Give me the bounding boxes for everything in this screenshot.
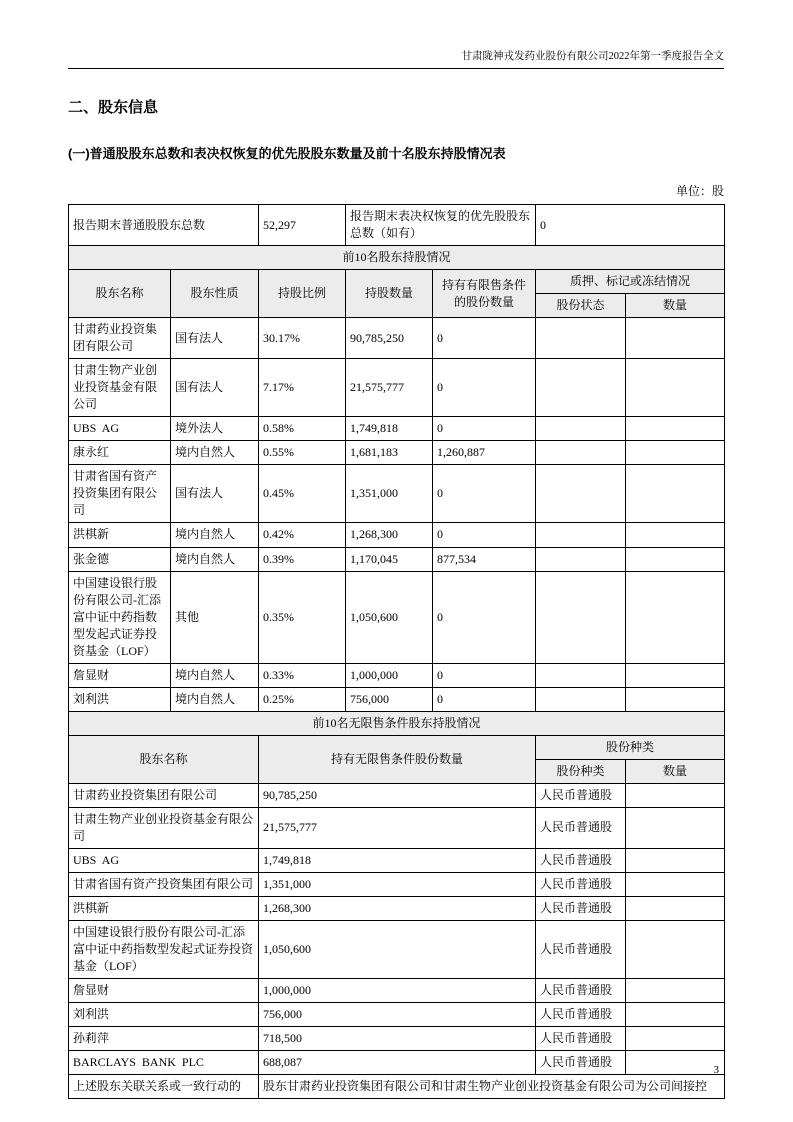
cell-restricted-shares: 0	[433, 359, 536, 417]
header-shareholder-nature: 股东性质	[171, 270, 259, 318]
cell-holding-ratio: 0.35%	[259, 571, 346, 663]
cell-pledge-qty	[626, 465, 725, 523]
cell-pledge-status	[536, 417, 626, 441]
cell-shareholder-nature: 境外法人	[171, 417, 259, 441]
table-row	[69, 465, 725, 523]
cell-share-class: 人民币普通股	[536, 979, 626, 1003]
header2-shareholder-name: 股东名称	[69, 735, 259, 783]
cell-shareholder-name: 甘肃药业投资集团有限公司	[69, 318, 171, 359]
cell-pledge-qty	[626, 547, 725, 571]
cell-share-class: 人民币普通股	[536, 921, 626, 979]
cell-shareholder-nature: 其他	[171, 571, 259, 663]
table-row	[69, 807, 725, 848]
cell-share-class: 人民币普通股	[536, 1027, 626, 1051]
cell-share-qty	[626, 921, 725, 979]
cell-holding-ratio: 0.58%	[259, 417, 346, 441]
cell-pledge-status	[536, 318, 626, 359]
cell-shareholder-nature: 国有法人	[171, 359, 259, 417]
table-row	[69, 979, 725, 1003]
table-row	[69, 441, 725, 465]
cell-holding-shares: 1,681,183	[346, 441, 433, 465]
cell-unrestricted-shares: 718,500	[259, 1027, 536, 1051]
section-title: 二、股东信息	[68, 99, 159, 116]
cell-holding-ratio: 0.33%	[259, 663, 346, 687]
cell-holding-shares: 1,050,600	[346, 571, 433, 663]
header-holding-shares: 持股数量	[346, 270, 433, 318]
table-header-row	[69, 735, 725, 759]
header-holding-ratio: 持股比例	[259, 270, 346, 318]
cell-shareholder-name: 洪棋新	[69, 523, 171, 547]
cell-unrestricted-shares: 21,575,777	[259, 807, 536, 848]
cell-shareholder-name: 甘肃药业投资集团有限公司	[69, 783, 259, 807]
table-row	[69, 687, 725, 711]
cell-share-qty	[626, 872, 725, 896]
cell-restricted-shares: 0	[433, 417, 536, 441]
cell-pledge-status	[536, 663, 626, 687]
cell-restricted-shares: 1,260,887	[433, 441, 536, 465]
cell-pledge-qty	[626, 571, 725, 663]
cell-pledge-status	[536, 547, 626, 571]
cell-shareholder-name: 刘利洪	[69, 1003, 259, 1027]
header-shareholder-name: 股东名称	[69, 270, 171, 318]
header-pledge-qty: 数量	[626, 294, 725, 318]
cell-holding-shares: 1,170,045	[346, 547, 433, 571]
cell-holding-ratio: 0.39%	[259, 547, 346, 571]
cell-restricted-shares: 0	[433, 318, 536, 359]
page-number: 3	[713, 1064, 719, 1076]
cell-pledge-status	[536, 465, 626, 523]
section2-band-title: 前10名无限售条件股东持股情况	[69, 711, 725, 735]
table-footer-row	[69, 1075, 725, 1099]
cell-restricted-shares: 0	[433, 523, 536, 547]
cell-restricted-shares: 0	[433, 571, 536, 663]
cell-unrestricted-shares: 1,749,818	[259, 848, 536, 872]
cell-holding-shares: 1,351,000	[346, 465, 433, 523]
header2-unrestricted-shares: 持有无限售条件股份数量	[259, 735, 536, 783]
cell-shareholder-nature: 境内自然人	[171, 523, 259, 547]
cell-holding-shares: 21,575,777	[346, 359, 433, 417]
cell-holding-ratio: 0.42%	[259, 523, 346, 547]
table-row	[69, 663, 725, 687]
cell-shareholder-name: 詹显财	[69, 663, 171, 687]
header-pledge-group: 质押、标记或冻结情况	[536, 270, 725, 294]
cell-shareholder-name: 洪棋新	[69, 897, 259, 921]
cell-preferred-shareholders-label: 报告期末表决权恢复的优先股股东总数（如有）	[346, 205, 536, 246]
cell-holding-ratio: 30.17%	[259, 318, 346, 359]
cell-share-qty	[626, 1051, 725, 1075]
cell-pledge-status	[536, 523, 626, 547]
table-row	[69, 571, 725, 663]
cell-restricted-shares: 877,534	[433, 547, 536, 571]
cell-shareholder-name: 甘肃省国有资产投资集团有限公司	[69, 872, 259, 896]
shareholders-table	[68, 204, 725, 1099]
table-section-row	[69, 246, 725, 270]
cell-share-qty	[626, 979, 725, 1003]
cell-shareholder-nature: 国有法人	[171, 465, 259, 523]
cell-holding-shares: 1,268,300	[346, 523, 433, 547]
cell-shareholder-name: 甘肃生物产业创业投资基金有限公司	[69, 359, 171, 417]
cell-share-class: 人民币普通股	[536, 783, 626, 807]
cell-holding-shares: 756,000	[346, 687, 433, 711]
cell-shareholder-name: 中国建设银行股份有限公司-汇添富中证中药指数型发起式证券投资基金（LOF）	[69, 571, 171, 663]
running-header-text: 甘肃陇神戎发药业股份有限公司2022年第一季度报告全文	[461, 51, 724, 62]
header-restricted-shares: 持有有限售条件的股份数量	[433, 270, 536, 318]
header2-qty: 数量	[626, 759, 725, 783]
cell-restricted-shares: 0	[433, 687, 536, 711]
cell-share-qty	[626, 848, 725, 872]
page-content	[68, 90, 724, 1099]
section-subtitle: (一)普通股股东总数和表决权恢复的优先股股东数量及前十名股东持股情况表	[68, 146, 506, 161]
cell-related-party-text: 股东甘肃药业投资集团有限公司和甘肃生物产业创业投资基金有限公司为公司间接控	[259, 1075, 725, 1099]
cell-share-qty	[626, 897, 725, 921]
summary-row	[69, 205, 725, 246]
cell-share-class: 人民币普通股	[536, 848, 626, 872]
header2-share-class-group: 股份种类	[536, 735, 725, 759]
table-row	[69, 359, 725, 417]
cell-pledge-status	[536, 571, 626, 663]
cell-unrestricted-shares: 756,000	[259, 1003, 536, 1027]
cell-pledge-status	[536, 441, 626, 465]
cell-unrestricted-shares: 688,087	[259, 1051, 536, 1075]
cell-shareholder-nature: 境内自然人	[171, 663, 259, 687]
cell-share-qty	[626, 1027, 725, 1051]
table-row	[69, 547, 725, 571]
table-row	[69, 523, 725, 547]
cell-share-class: 人民币普通股	[536, 807, 626, 848]
cell-holding-shares: 1,749,818	[346, 417, 433, 441]
cell-shareholder-name: 孙莉萍	[69, 1027, 259, 1051]
cell-shareholder-name: UBS AG	[69, 848, 259, 872]
cell-shareholder-nature: 国有法人	[171, 318, 259, 359]
table-row	[69, 783, 725, 807]
cell-pledge-qty	[626, 687, 725, 711]
table-row	[69, 1051, 725, 1075]
cell-restricted-shares: 0	[433, 663, 536, 687]
cell-shareholder-name: 张金德	[69, 547, 171, 571]
cell-share-class: 人民币普通股	[536, 1051, 626, 1075]
cell-total-common-shareholders-value: 52,297	[259, 205, 346, 246]
cell-unrestricted-shares: 90,785,250	[259, 783, 536, 807]
cell-unrestricted-shares: 1,268,300	[259, 897, 536, 921]
cell-preferred-shareholders-value: 0	[536, 205, 725, 246]
section1-band-title: 前10名股东持股情况	[69, 246, 725, 270]
cell-holding-shares: 90,785,250	[346, 318, 433, 359]
cell-shareholder-name: 康永红	[69, 441, 171, 465]
table-row	[69, 872, 725, 896]
cell-holding-shares: 1,000,000	[346, 663, 433, 687]
header2-share-class: 股份种类	[536, 759, 626, 783]
cell-related-party-label: 上述股东关联关系或一致行动的	[69, 1075, 259, 1099]
table-row	[69, 897, 725, 921]
cell-shareholder-name: UBS AG	[69, 417, 171, 441]
cell-total-common-shareholders-label: 报告期末普通股股东总数	[69, 205, 259, 246]
cell-pledge-status	[536, 687, 626, 711]
cell-share-qty	[626, 783, 725, 807]
unit-label: 单位：股	[675, 184, 724, 198]
cell-holding-ratio: 0.45%	[259, 465, 346, 523]
cell-pledge-qty	[626, 318, 725, 359]
cell-unrestricted-shares: 1,000,000	[259, 979, 536, 1003]
cell-pledge-qty	[626, 523, 725, 547]
cell-shareholder-name: 詹显财	[69, 979, 259, 1003]
cell-shareholder-nature: 境内自然人	[171, 687, 259, 711]
cell-share-class: 人民币普通股	[536, 872, 626, 896]
cell-shareholder-name: 甘肃生物产业创业投资基金有限公司	[69, 807, 259, 848]
cell-holding-ratio: 7.17%	[259, 359, 346, 417]
cell-shareholder-name: 中国建设银行股份有限公司-汇添富中证中药指数型发起式证券投资基金（LOF）	[69, 921, 259, 979]
cell-pledge-qty	[626, 417, 725, 441]
table-header-row	[69, 270, 725, 294]
cell-pledge-status	[536, 359, 626, 417]
cell-holding-ratio: 0.25%	[259, 687, 346, 711]
cell-restricted-shares: 0	[433, 465, 536, 523]
header-pledge-status: 股份状态	[536, 294, 626, 318]
table-row	[69, 1003, 725, 1027]
table-row	[69, 417, 725, 441]
table-row	[69, 1027, 725, 1051]
cell-share-class: 人民币普通股	[536, 1003, 626, 1027]
table-row	[69, 848, 725, 872]
table-section-row	[69, 711, 725, 735]
table-row	[69, 318, 725, 359]
cell-holding-ratio: 0.55%	[259, 441, 346, 465]
running-header	[68, 48, 724, 69]
cell-unrestricted-shares: 1,050,600	[259, 921, 536, 979]
table-row	[69, 921, 725, 979]
cell-share-class: 人民币普通股	[536, 897, 626, 921]
cell-shareholder-nature: 境内自然人	[171, 441, 259, 465]
cell-shareholder-name: 刘利洪	[69, 687, 171, 711]
cell-shareholder-nature: 境内自然人	[171, 547, 259, 571]
cell-pledge-qty	[626, 441, 725, 465]
cell-pledge-qty	[626, 663, 725, 687]
cell-unrestricted-shares: 1,351,000	[259, 872, 536, 896]
cell-pledge-qty	[626, 359, 725, 417]
cell-share-qty	[626, 1003, 725, 1027]
cell-share-qty	[626, 807, 725, 848]
cell-shareholder-name: BARCLAYS BANK PLC	[69, 1051, 259, 1075]
cell-shareholder-name: 甘肃省国有资产投资集团有限公司	[69, 465, 171, 523]
